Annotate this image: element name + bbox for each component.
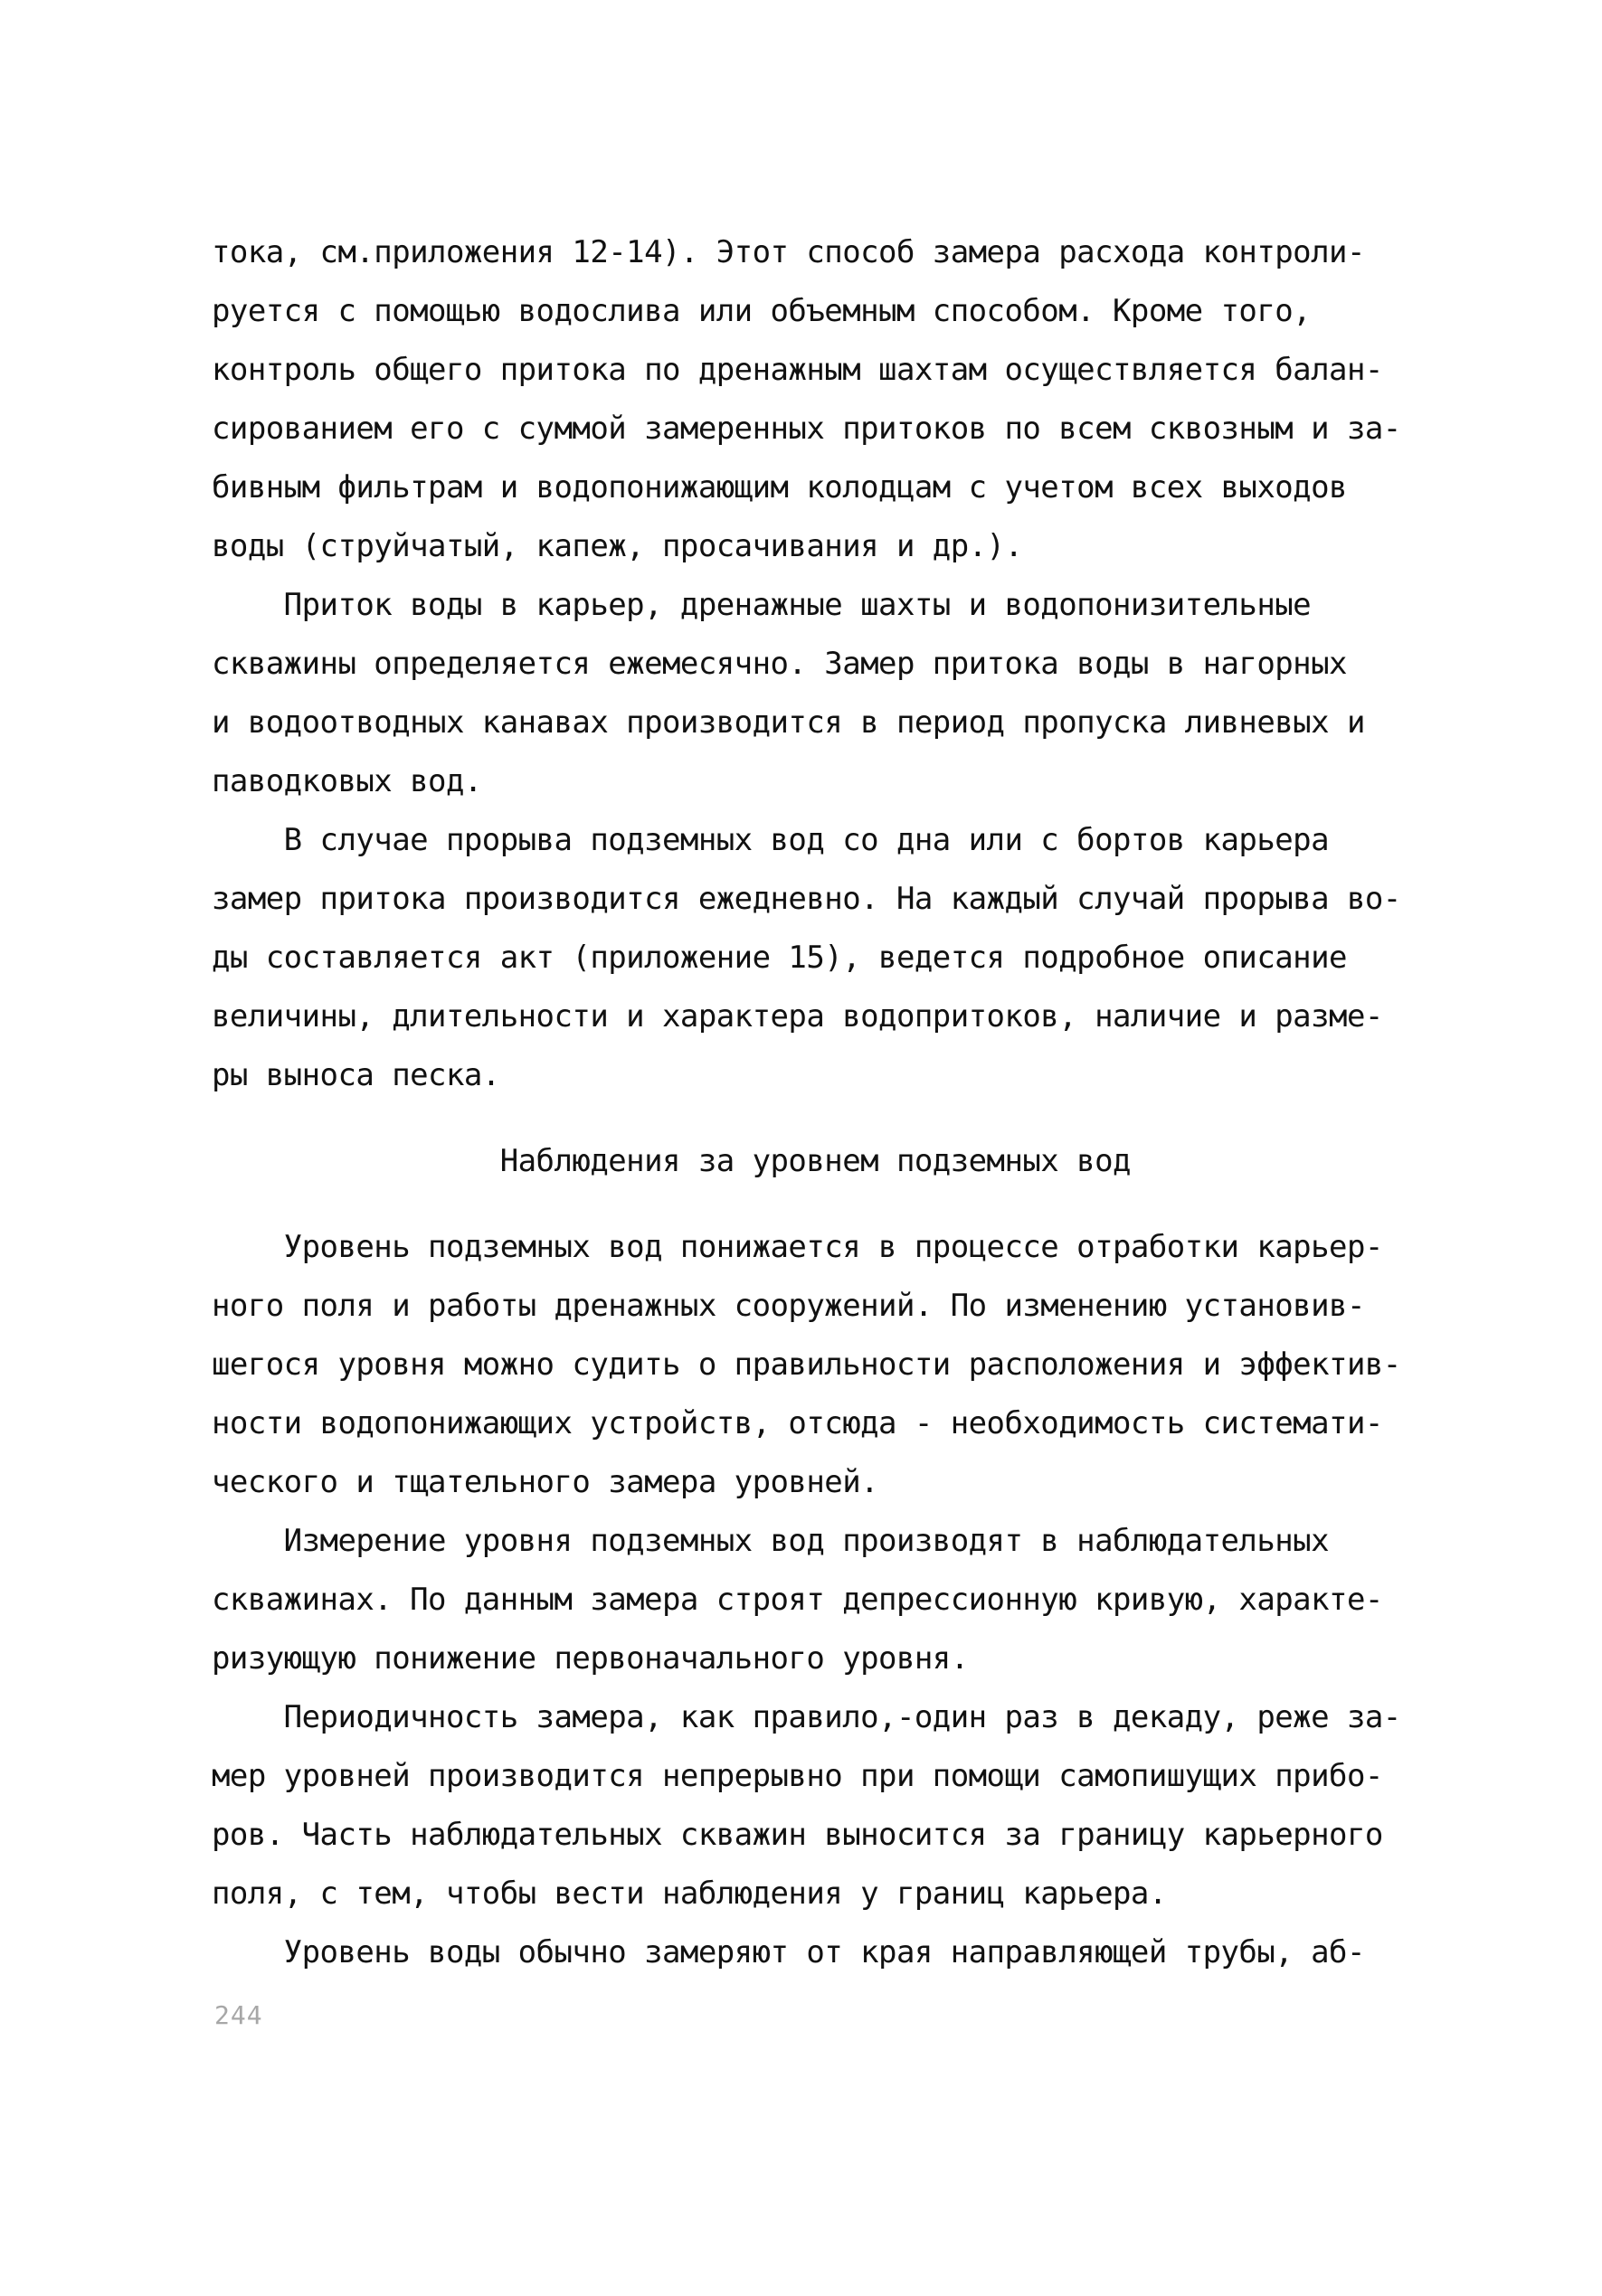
text-line: бивным фильтрам и водопонижающим колодцам с учетом всех выходов [212,469,1347,505]
paragraph-start-line: Периодичность замера, как правило,-один раз в декаду, реже за- [212,1699,1401,1735]
text-line: мер уровней производится непрерывно при помощи самопишущих прибо- [212,1758,1383,1794]
text-line: и водоотводных канавах производится в период пропуска ливневых и [212,704,1365,741]
section-heading: Наблюдения за уровнем подземных вод [212,1143,1131,1179]
paragraph-start-line: Уровень воды обычно замеряют от края направляющей трубы, аб- [212,1934,1365,1970]
text-line: скважины определяется ежемесячно. Замер притока воды в нагорных [212,646,1347,682]
text-line: величины, длительности и характера водопритоков, наличие и разме- [212,998,1383,1035]
text-line: ческого и тщательного замера уровней. [212,1464,879,1500]
text-line: контроль общего притока по дренажным шахтам осуществляется балан- [212,352,1383,388]
text-line: ризующую понижение первоначального уровня. [212,1640,969,1677]
paragraph-start-line: Уровень подземных вод понижается в процессе отработки карьер- [212,1229,1383,1265]
page-number: 244 [214,2000,263,2030]
text-line: ды составляется акт (приложение 15), ведется подробное описание [212,940,1347,976]
text-line: воды (струйчатый, капеж, просачивания и др.). [212,528,1023,564]
paragraph-start-line: Приток воды в карьер, дренажные шахты и водопонизительные [212,587,1312,623]
text-line: замер притока производится ежедневно. На каждый случай прорыва во- [212,881,1401,917]
text-line: ры выноса песка. [212,1057,500,1093]
text-line: сированием его с суммой замеренных притоков по всем сквозным и за- [212,411,1401,447]
text-line: паводковых вод. [212,763,482,799]
text-line: ров. Часть наблюдательных скважин выносится за границу карьерного [212,1817,1383,1853]
text-line: тока, см.приложения 12-14). Этот способ замера расхода контроли- [212,234,1365,270]
paragraph-start-line: Измерение уровня подземных вод производят в наблюдательных [212,1523,1330,1559]
paragraph-start-line: В случае прорыва подземных вод со дна или с бортов карьера [212,822,1330,858]
text-line: ности водопонижающих устройств, отсюда - необходимость системати- [212,1405,1383,1441]
text-line: поля, с тем, чтобы вести наблюдения у границ карьера. [212,1876,1167,1912]
text-line: скважинах. По данным замера строят депрессионную кривую, характе- [212,1582,1383,1618]
text-line: ного поля и работы дренажных сооружений. По изменению установив- [212,1288,1365,1324]
text-line: руется с помощью водослива или объемным способом. Кроме того, [212,293,1312,329]
text-line: шегося уровня можно судить о правильности расположения и эффектив- [212,1346,1401,1383]
